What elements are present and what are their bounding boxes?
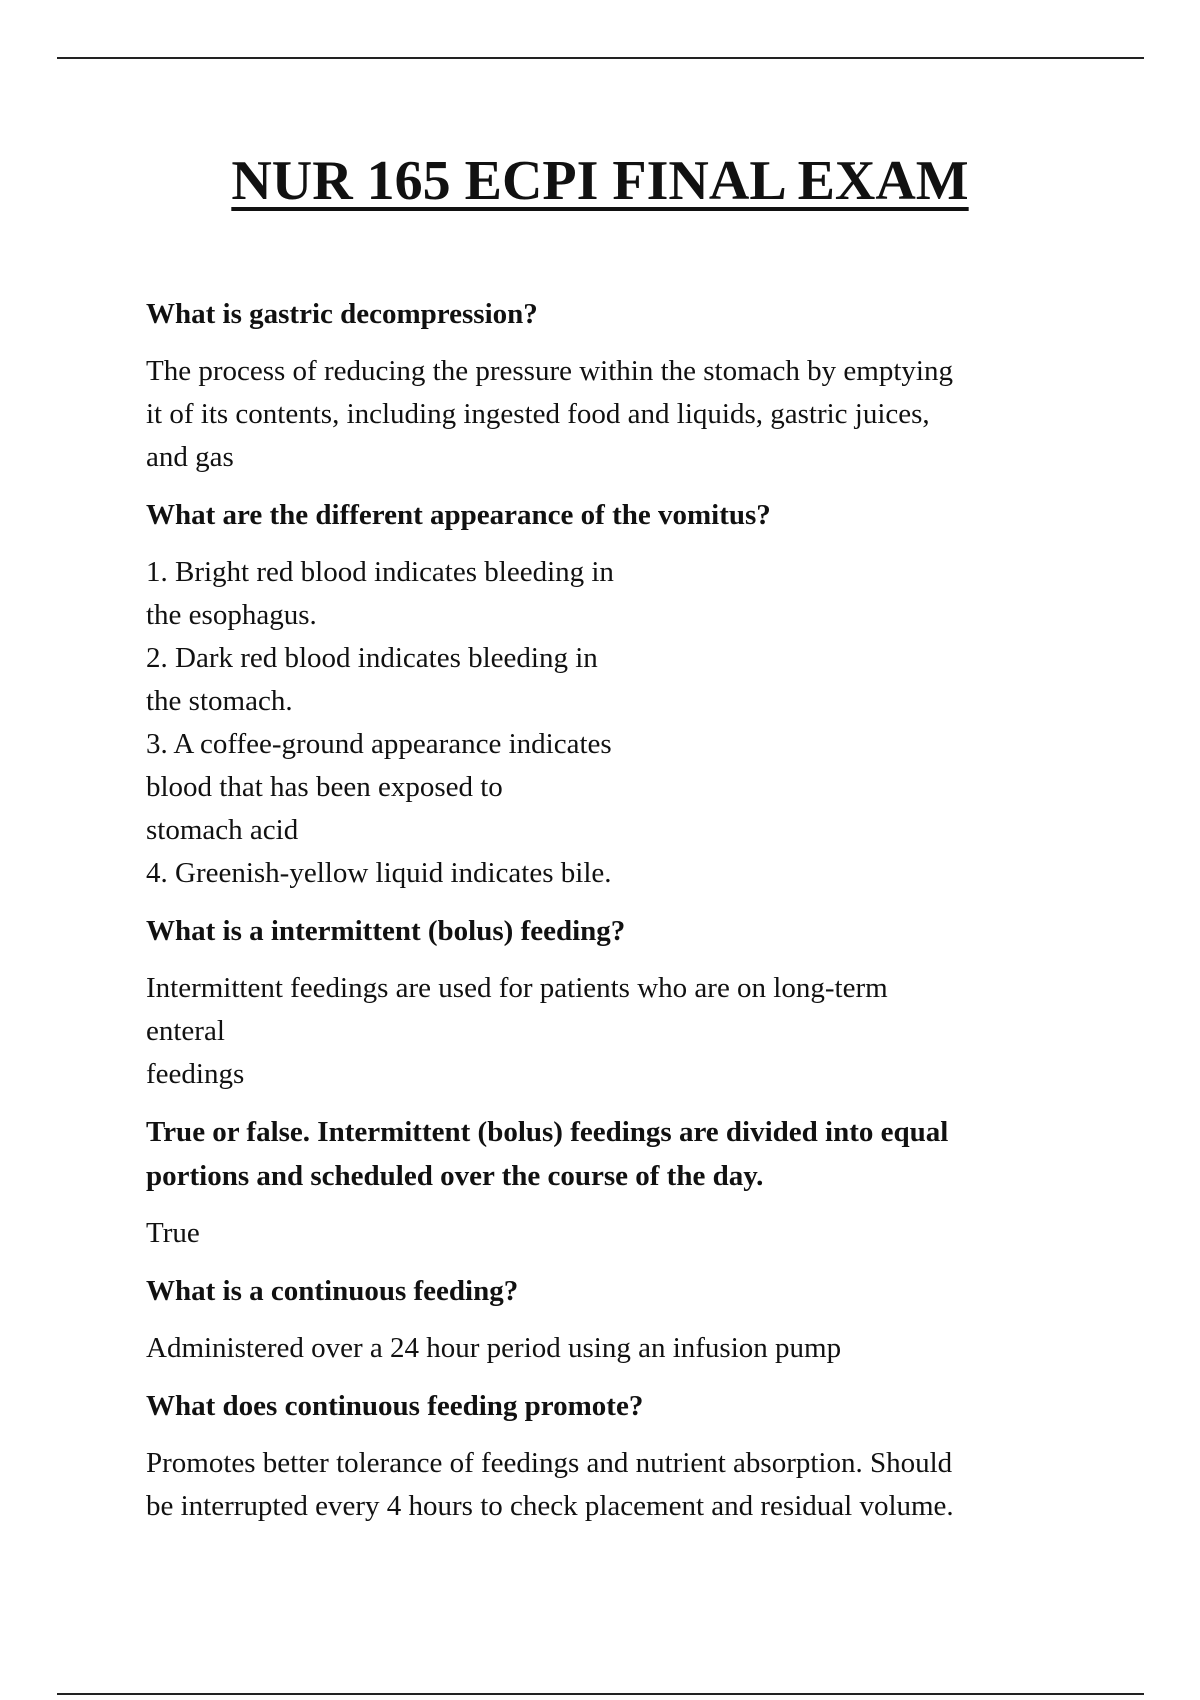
question-continuous-feeding: What is a continuous feeding? (146, 1275, 519, 1307)
question-vomitus-appearance: What are the different appearance of the vomitus? (146, 499, 771, 531)
answer-true-false-bolus: True (146, 1217, 200, 1249)
answer-vomitus-appearance: 1. Bright red blood indicates bleeding in the esophagus. 2. Dark red blood indicates bleeding in the stomach. 3. A coffee-ground appearance indicates blood that has been exposed to stomach acid 4. Greenish-yellow liquid indicates bile. (146, 556, 614, 889)
answer-intermittent-feeding: Intermittent feedings are used for patients who are on long-term enteral feedings (146, 972, 888, 1090)
answer-continuous-feeding: Administered over a 24 hour period using an infusion pump (146, 1332, 842, 1364)
page-title-text: NUR 165 ECPI FINAL EXAM (231, 150, 969, 212)
qa-list (146, 292, 1066, 1542)
question-true-false-bolus: True or false. Intermittent (bolus) feedings are divided into equal portions and scheduled over the course of the day. (146, 1116, 949, 1192)
page-title (0, 146, 1200, 216)
question-intermittent-feeding: What is a intermittent (bolus) feeding? (146, 915, 626, 947)
answer-continuous-feeding-promote: Promotes better tolerance of feedings and nutrient absorption. Should be interrupted every 4 hours to check placement and residual volume. (146, 1447, 954, 1522)
top-rule (57, 57, 1144, 59)
bottom-rule (57, 1693, 1144, 1695)
question-continuous-feeding-promote: What does continuous feeding promote? (146, 1390, 644, 1422)
answer-gastric-decompression: The process of reducing the pressure within the stomach by emptying it of its contents, including ingested food and liquids, gastric juices, and gas (146, 355, 953, 473)
question-gastric-decompression: What is gastric decompression? (146, 298, 538, 330)
